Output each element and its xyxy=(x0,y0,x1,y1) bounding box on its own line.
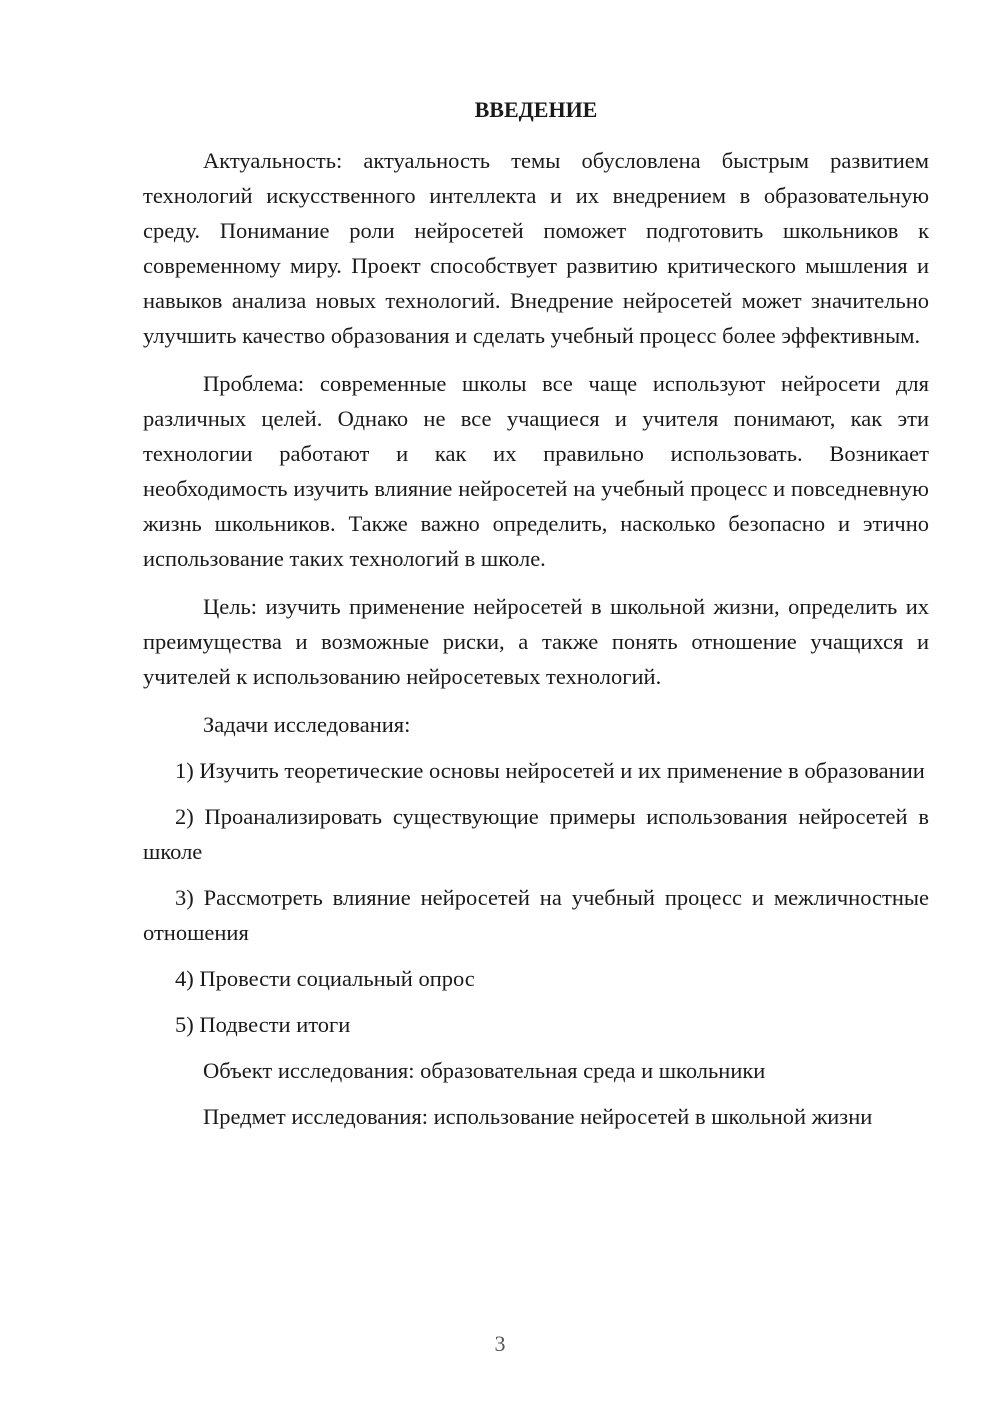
goal-paragraph: Цель: изучить применение нейросетей в школьной жизни, определить их преимущества и возможные риски, а также понять отношение учащихся и учителей к использованию нейросетевых технологий. xyxy=(143,594,929,689)
relevance-paragraph: Актуальность: актуальность темы обусловлена быстрым развитием технологий искусственного интеллекта и их внедрением в образовательную среду. Понимание роли нейросетей поможет подготовить школьников к современному миру. Проект способствует развитию критического мышления и навыков анализа новых технологий. Внедрение нейросетей может значительно улучшить качество образования и сделать учебный процесс более эффективным. xyxy=(143,148,929,348)
task-item-2: 2) Проанализировать существующие примеры использования нейросетей в школе xyxy=(143,804,929,864)
subject-paragraph: Предмет исследования: использование нейросетей в школьной жизни xyxy=(203,1104,873,1129)
task-item-1: 1) Изучить теоретические основы нейросетей и их применение в образовании xyxy=(175,758,925,783)
problem-paragraph: Проблема: современные школы все чаще используют нейросети для различных целей. Однако не все учащиеся и учителя понимают, как эти технологии работают и как их правильно использовать. Возникает необходимость изучить влияние нейросетей на учебный процесс и повседневную жизнь школьников. Также важно определить, насколько безопасно и этично использование таких технологий в школе. xyxy=(143,371,929,571)
task-item-5: 5) Подвести итоги xyxy=(175,1012,351,1037)
document-page xyxy=(143,92,929,1134)
page-title: ВВЕДЕНИЕ xyxy=(474,97,598,122)
page-number: 3 xyxy=(494,1331,506,1356)
task-item-4: 4) Провести социальный опрос xyxy=(175,966,475,991)
object-paragraph: Объект исследования: образовательная среда и школьники xyxy=(203,1058,766,1083)
task-item-3: 3) Рассмотреть влияние нейросетей на учебный процесс и межличностные отношения xyxy=(143,885,929,945)
tasks-heading: Задачи исследования: xyxy=(203,712,411,737)
